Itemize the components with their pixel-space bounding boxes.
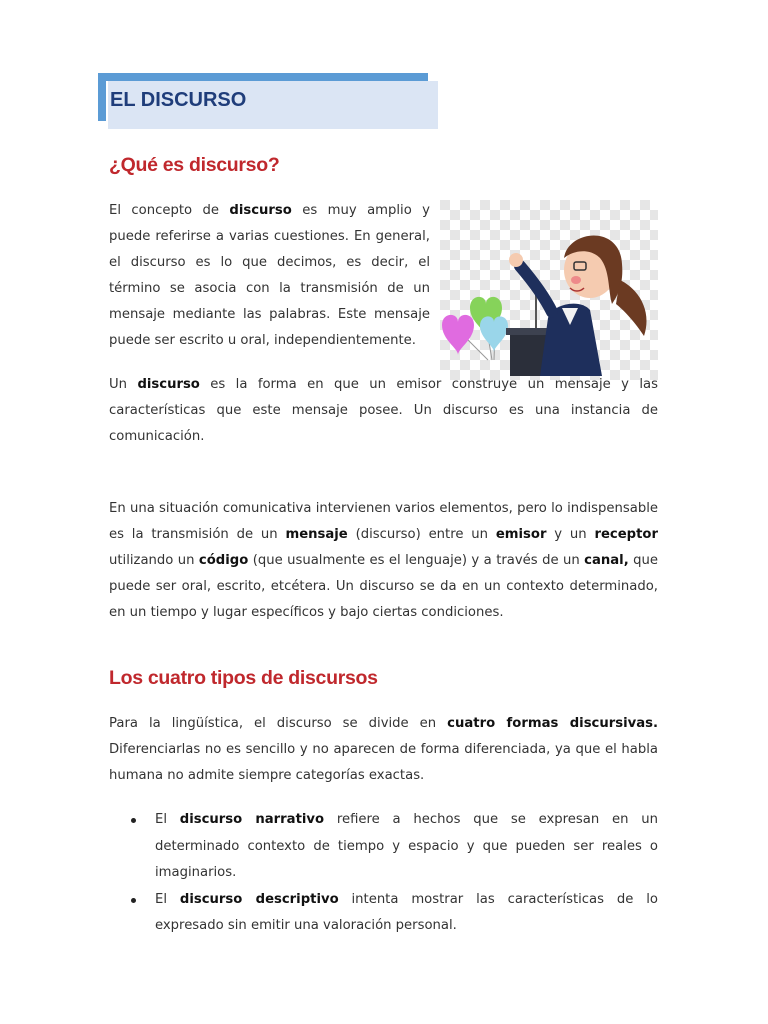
paragraph-2: Un discurso es la forma en que un emisor construye un mensaje y las características que este mensaje posee. Un discurso es una instancia de comunicación. <box>109 377 659 444</box>
bullet-icon <box>131 818 136 823</box>
paragraph-1: El concepto de discurso es muy amplio y puede referirse a varias cuestiones. En general, el discurso es lo que decimos, es decir, el término se asocia con la transmisión de un mensaje mediante las palabras. Este mensaje puede ser escrito u oral, independientemente. <box>109 203 430 348</box>
paragraph-3: En una situación comunicativa intervienen varios elementos, pero lo indispensable es la transmisión de un mensaje (discurso) entre un emisor y un receptor utilizando un código (que usualmente es el lenguaje) y a través de un canal, que puede ser oral, escrito, etcétera. Un discurso se da en un contexto determinado, en un tiempo y lugar específicos y bajo ciertas condiciones. <box>109 501 658 620</box>
section-heading-que-es: ¿Qué es discurso? <box>109 154 280 176</box>
bullet-icon <box>131 898 136 903</box>
document-title: EL DISCURSO <box>110 89 247 111</box>
title-accent-left <box>98 73 106 121</box>
title-accent-top <box>98 73 428 81</box>
list-item-descriptivo: El discurso descriptivo intenta mostrar las características de lo expresado sin emitir una valoración personal. <box>109 887 658 940</box>
paragraph-4: Para la lingüística, el discurso se divide en cuatro formas discursivas. Diferenciarlas no es sencillo y no aparecen de forma diferenciada, ya que el habla humana no admite siempre categorías exactas. <box>109 716 658 783</box>
list-item-narrativo: El discurso narrativo refiere a hechos que se expresan en un determinado contexto de tiempo y espacio y que pueden ser reales o imaginarios. <box>109 807 658 887</box>
title-box <box>98 73 438 129</box>
discourse-types-list <box>109 807 658 940</box>
speaker-illustration <box>440 200 658 380</box>
section-heading-tipos: Los cuatro tipos de discursos <box>109 667 378 689</box>
